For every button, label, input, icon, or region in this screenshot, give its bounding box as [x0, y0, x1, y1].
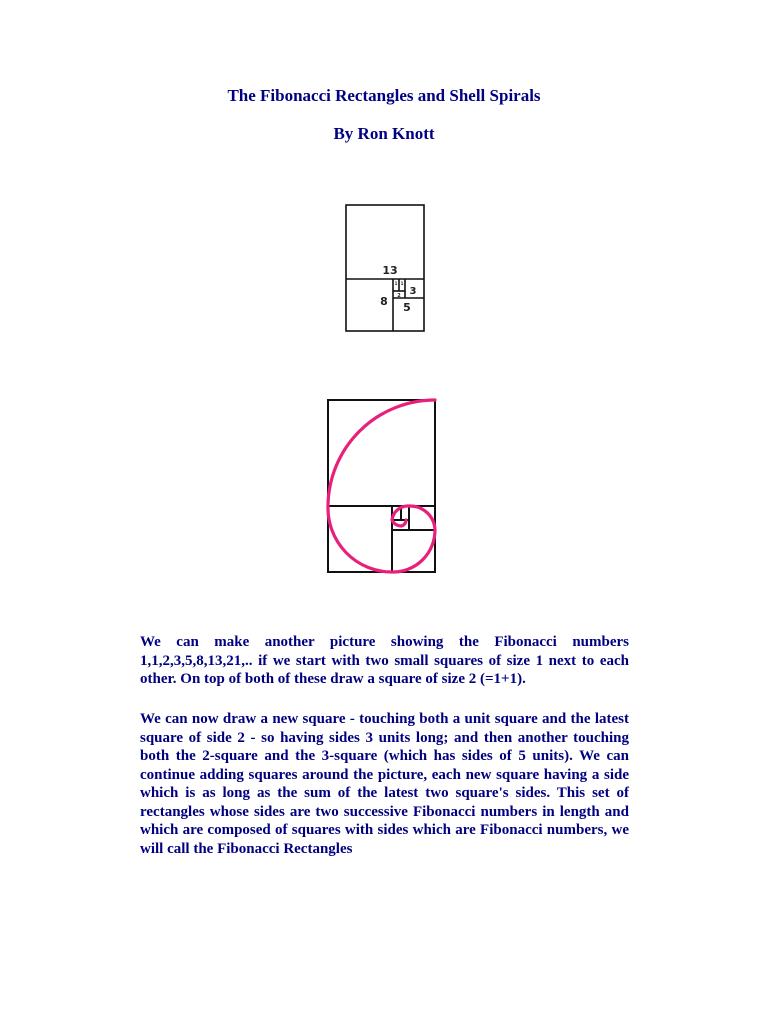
- label-8: 8: [380, 295, 388, 308]
- label-5: 5: [403, 301, 411, 314]
- fibonacci-spiral-figure: [324, 396, 440, 576]
- spiral-outer-rectangle: [328, 400, 435, 572]
- document-author: By Ron Knott: [333, 124, 435, 143]
- paragraph-intro: We can make another picture showing the Fibonacci numbers 1,1,2,3,5,8,13,21,.. if we start with two small squares of size 1 next to each other. On top of both of these draw a square of size 2 (=1+1).: [140, 634, 629, 687]
- paragraph-construction: We can now draw a new square - touching both a unit square and the latest square of side 2 - so having sides 3 units long; and then another touching both the 2-square and the 3-square (which has sides of 5 units). We can continue adding squares around the picture, each new square having a side which is as long as the sum of the latest two square's sides. This set of rectangles whose sides are two successive Fibonacci numbers in length and which are composed of squares with sides which are Fibonacci numbers, we will call the Fibonacci Rectangles: [140, 711, 629, 857]
- golden-spiral: [328, 400, 435, 572]
- label-3: 3: [409, 286, 417, 297]
- label-1a: 1: [394, 281, 398, 286]
- label-13: 13: [382, 264, 398, 277]
- label-1b: 1: [400, 281, 404, 286]
- spiral-rectangle-lines: [328, 400, 435, 572]
- document-title: The Fibonacci Rectangles and Shell Spirals: [227, 86, 541, 105]
- fibonacci-rectangles-figure: [345, 204, 425, 332]
- label-2: 2: [397, 293, 401, 299]
